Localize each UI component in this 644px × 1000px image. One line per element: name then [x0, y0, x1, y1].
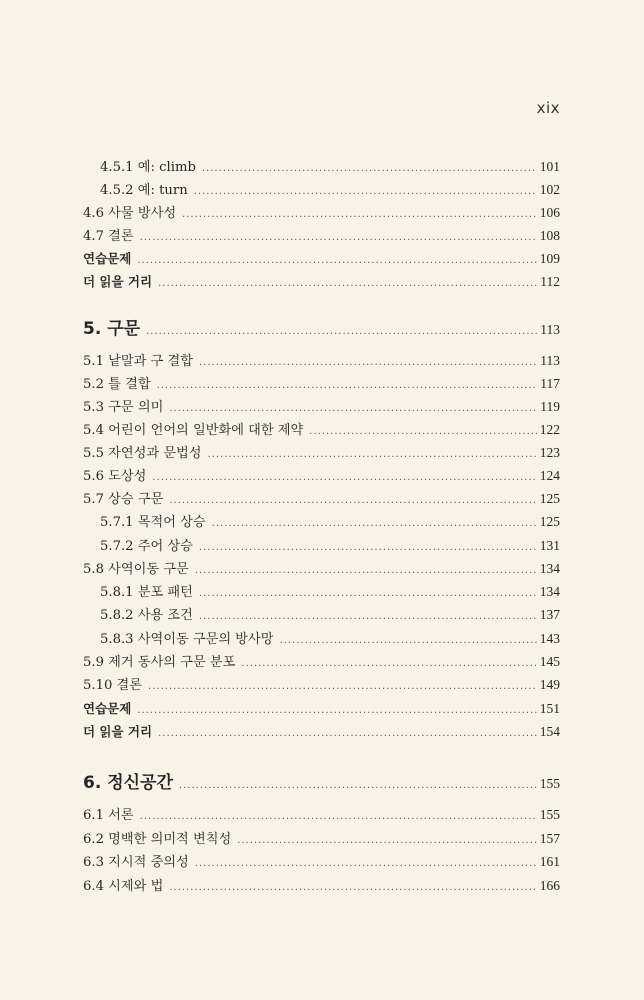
toc-entry	[83, 653, 560, 672]
toc-entry-page: 134	[539, 584, 560, 599]
toc-entry	[83, 676, 560, 695]
toc-entry-label: 5.2 틀 결합	[83, 377, 151, 392]
toc-entry-page: 113	[540, 353, 560, 368]
toc-chapter-entry	[83, 318, 560, 343]
toc-entry	[83, 830, 560, 849]
toc-entry	[83, 204, 560, 223]
toc-entry	[100, 158, 560, 177]
dot-leader	[169, 879, 536, 896]
toc-entry-page: 112	[540, 274, 560, 289]
toc-entry	[83, 806, 560, 825]
dot-leader	[158, 275, 537, 292]
toc-entry-label: 4.5.2 예: turn	[100, 183, 188, 198]
toc-entry	[83, 700, 560, 719]
toc-entry	[83, 375, 560, 394]
dot-leader	[137, 252, 536, 269]
toc-entry-label: 5.6 도상성	[83, 469, 147, 484]
toc-entry-page: 155	[539, 776, 560, 791]
toc-entry-page: 117	[540, 376, 560, 391]
toc-entry-page: 166	[539, 878, 560, 893]
dot-leader	[157, 377, 538, 394]
dot-leader	[169, 492, 536, 509]
toc-entry	[100, 513, 560, 532]
toc-entry	[100, 606, 560, 625]
toc-entry	[83, 444, 560, 463]
dot-leader	[140, 229, 537, 246]
toc-entry-page: 123	[539, 445, 560, 460]
toc-entry-page: 113	[540, 322, 560, 337]
toc-entry-label: 5.3 구문 의미	[83, 400, 164, 415]
toc-entry-page: 143	[539, 631, 560, 646]
toc-entry	[83, 398, 560, 417]
toc-entry-label: 연습문제	[83, 251, 132, 266]
toc-entry-page: 122	[539, 422, 560, 437]
toc-entry-label: 6.3 지시적 중의성	[83, 855, 189, 870]
dot-leader	[195, 855, 537, 872]
toc-entry-label: 6. 정신공간	[83, 773, 173, 793]
toc-entry-page: 102	[539, 182, 560, 197]
toc-entry	[83, 273, 560, 292]
toc-entry-page: 157	[539, 831, 560, 846]
dot-leader	[148, 678, 537, 695]
dot-leader	[237, 832, 537, 849]
toc-entry-page: 101	[539, 159, 560, 174]
dot-leader	[199, 608, 537, 625]
dot-leader	[137, 702, 536, 719]
toc-entry-page: 151	[539, 701, 560, 716]
toc-entry-page: 134	[539, 561, 560, 576]
toc-entry-page: 125	[539, 514, 560, 529]
toc-entry	[100, 630, 560, 649]
dot-leader	[179, 775, 537, 797]
toc-entry-label: 4.6 사물 방사성	[83, 206, 177, 221]
dot-leader	[212, 515, 537, 532]
toc-entry-page: 106	[539, 205, 560, 220]
dot-leader	[169, 400, 537, 417]
toc-entry-page: 119	[540, 399, 560, 414]
toc-entry	[100, 181, 560, 200]
toc-entry-label: 5.5 자연성과 문법성	[83, 446, 202, 461]
toc-entry-page: 154	[539, 724, 560, 739]
dot-leader	[309, 423, 536, 440]
toc-entry-page: 124	[539, 468, 560, 483]
toc-chapter-entry	[83, 772, 560, 797]
dot-leader	[199, 539, 537, 556]
toc-entry	[83, 853, 560, 872]
toc-entry-page: 145	[539, 654, 560, 669]
toc-entry-page: 137	[539, 607, 560, 622]
toc-entry	[83, 227, 560, 246]
toc-entry-page: 131	[539, 538, 560, 553]
toc-entry	[100, 583, 560, 602]
toc-entry	[83, 723, 560, 742]
toc-entry-label: 5.4 어린이 언어의 일반화에 대한 제약	[83, 423, 304, 438]
toc-entry-page: 125	[539, 491, 560, 506]
toc-entry-label: 5.9 제거 동사의 구문 분포	[83, 655, 236, 670]
toc-entry-label: 4.7 결론	[83, 229, 134, 244]
toc-entry-label: 연습문제	[83, 701, 132, 716]
toc-entry	[100, 537, 560, 556]
toc-entry-page: 161	[539, 854, 560, 869]
dot-leader	[194, 183, 537, 200]
toc-entry	[83, 490, 560, 509]
dot-leader	[195, 562, 537, 579]
dot-leader	[152, 469, 536, 486]
toc-entry-label: 5.10 결론	[83, 678, 143, 693]
dot-leader	[140, 808, 537, 825]
dot-leader	[280, 632, 537, 649]
toc-entry-label: 5.7 상승 구문	[83, 492, 164, 507]
toc-entry	[83, 421, 560, 440]
toc-entry-label: 5.1 낱말과 구 결합	[83, 354, 193, 369]
toc-entry-page: 108	[539, 228, 560, 243]
dot-leader	[202, 160, 537, 177]
toc-entry-page: 109	[539, 251, 560, 266]
toc-entry	[83, 467, 560, 486]
toc-entry-page: 155	[539, 807, 560, 822]
toc-entry-label: 더 읽을 거리	[83, 274, 153, 289]
toc-entry-page: 149	[539, 677, 560, 692]
toc-entry-label: 5.7.1 목적어 상승	[100, 515, 206, 530]
toc-entry	[83, 560, 560, 579]
toc-entry	[83, 352, 560, 371]
toc-entry	[83, 250, 560, 269]
toc-entry	[83, 877, 560, 896]
toc-entry-label: 5. 구문	[83, 319, 141, 339]
toc-entry-label: 4.5.1 예: climb	[100, 160, 196, 175]
page-number: xix	[536, 99, 560, 117]
toc-entry-label: 6.4 시제와 법	[83, 879, 164, 894]
toc-entry-label: 더 읽을 거리	[83, 724, 153, 739]
toc-entry-label: 5.8 사역이동 구문	[83, 562, 189, 577]
toc-entry-label: 6.1 서론	[83, 808, 134, 823]
dot-leader	[158, 725, 537, 742]
toc-entry-label: 6.2 명백한 의미적 변칙성	[83, 832, 232, 847]
dot-leader	[241, 655, 536, 672]
dot-leader	[146, 321, 537, 343]
toc-entry-label: 5.8.3 사역이동 구문의 방사망	[100, 632, 274, 647]
dot-leader	[182, 206, 537, 223]
toc-entry-label: 5.8.1 분포 패턴	[100, 585, 193, 600]
toc-entry-label: 5.8.2 사용 조건	[100, 608, 193, 623]
dot-leader	[199, 354, 537, 371]
dot-leader	[208, 446, 537, 463]
toc-entry-label: 5.7.2 주어 상승	[100, 539, 193, 554]
dot-leader	[199, 585, 537, 602]
